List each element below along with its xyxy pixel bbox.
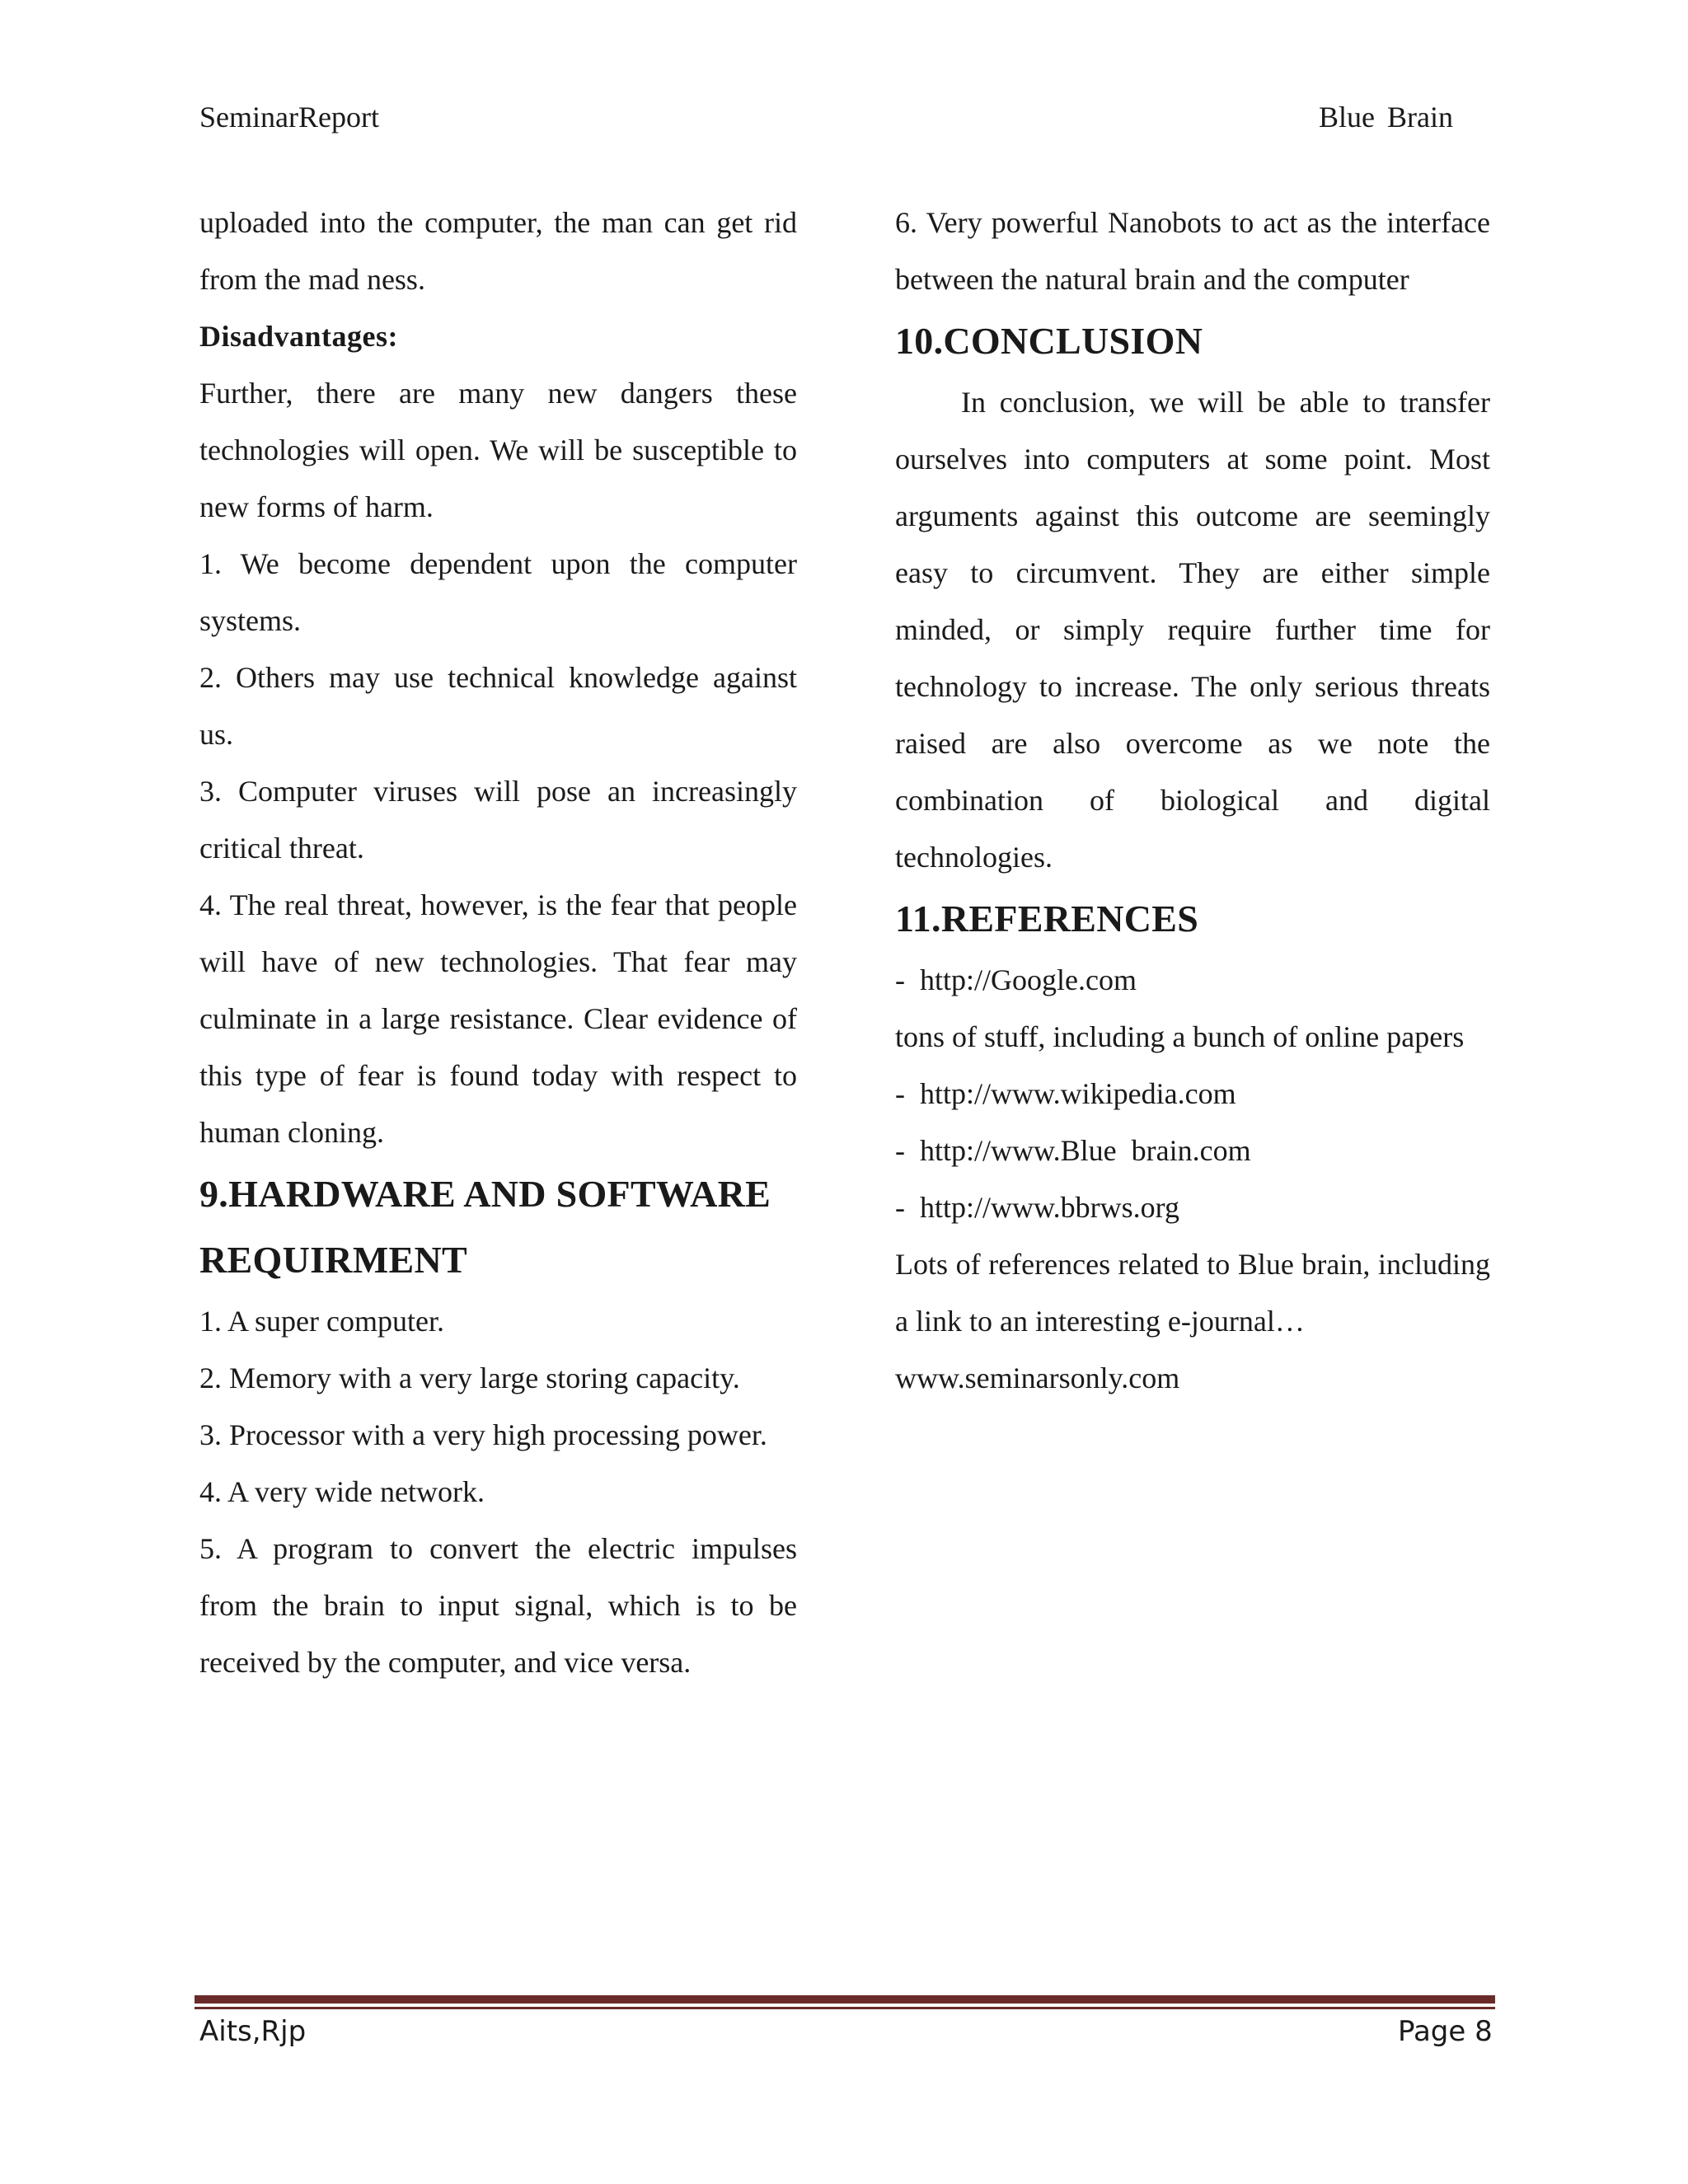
paragraph-continuation: uploaded into the computer, the man can get rid from the mad ness.	[199, 206, 797, 296]
section-9-heading-line-1: 9.HARDWARE AND SOFTWARE	[199, 1173, 771, 1215]
disadvantages-heading: Disadvantages:	[199, 320, 399, 353]
disadvantage-item-4: 4. The real threat, however, is the fear that people will have of new technologies. That fear may culminate in a large resistance. Clear evidence of this type of fear is found today with respect to human cloning.	[199, 888, 797, 1149]
reference-link-1: - http://Google.com	[895, 963, 1137, 996]
reference-link-3: - http://www.Blue brain.com	[895, 1134, 1251, 1167]
header-report-title: SeminarReport	[199, 101, 379, 134]
website-url: www.seminarsonly.com	[895, 1361, 1180, 1394]
section-9-heading-line-2: REQUIRMENT	[199, 1239, 468, 1281]
disadvantage-item-3: 3. Computer viruses will pose an increasingly critical threat.	[199, 775, 797, 865]
header-topic-title: Blue Brain	[1319, 101, 1453, 134]
reference-link-2: - http://www.wikipedia.com	[895, 1077, 1236, 1110]
left-column	[199, 194, 797, 1691]
disadvantage-item-1: 1. We become dependent upon the computer systems.	[199, 547, 797, 637]
footer-rule-thin	[195, 2007, 1495, 2009]
requirement-item-1: 1. A super computer.	[199, 1305, 444, 1338]
right-column	[895, 194, 1490, 1407]
conclusion-paragraph: In conclusion, we will be able to transfer ourselves into computers at some point. Most arguments against this outcome are seemingly easy to circumvent. They are either simple minded, or simply require further time for technology to increase. The only serious threats raised are also overcome as we note the combination of biological and digital technologies.	[895, 386, 1490, 874]
references-note: Lots of references related to Blue brain, including a link to an interesting e-journal…	[895, 1248, 1490, 1338]
disadvantage-item-2: 2. Others may use technical knowledge against us.	[199, 661, 797, 751]
requirement-item-2: 2. Memory with a very large storing capacity.	[199, 1361, 740, 1394]
section-11-heading: 11.REFERENCES	[895, 898, 1199, 940]
footer-page-number: Page 8	[1398, 2015, 1493, 2048]
reference-link-4: - http://www.bbrws.org	[895, 1191, 1179, 1224]
footer-institution: Aits,Rjp	[199, 2015, 307, 2048]
reference-description-1: tons of stuff, including a bunch of online papers	[895, 1020, 1465, 1053]
requirement-item-3: 3. Processor with a very high processing power.	[199, 1418, 767, 1451]
requirement-item-4: 4. A very wide network.	[199, 1475, 485, 1508]
requirement-item-6: 6. Very powerful Nanobots to act as the interface between the natural brain and the computer	[895, 206, 1490, 296]
section-10-heading: 10.CONCLUSION	[895, 320, 1203, 362]
requirement-item-5: 5. A program to convert the electric impulses from the brain to input signal, which is to be received by the computer, and vice versa.	[199, 1532, 797, 1679]
disadvantages-intro: Further, there are many new dangers these technologies will open. We will be susceptible to new forms of harm.	[199, 377, 797, 523]
footer-rule-thick	[195, 1995, 1495, 2004]
